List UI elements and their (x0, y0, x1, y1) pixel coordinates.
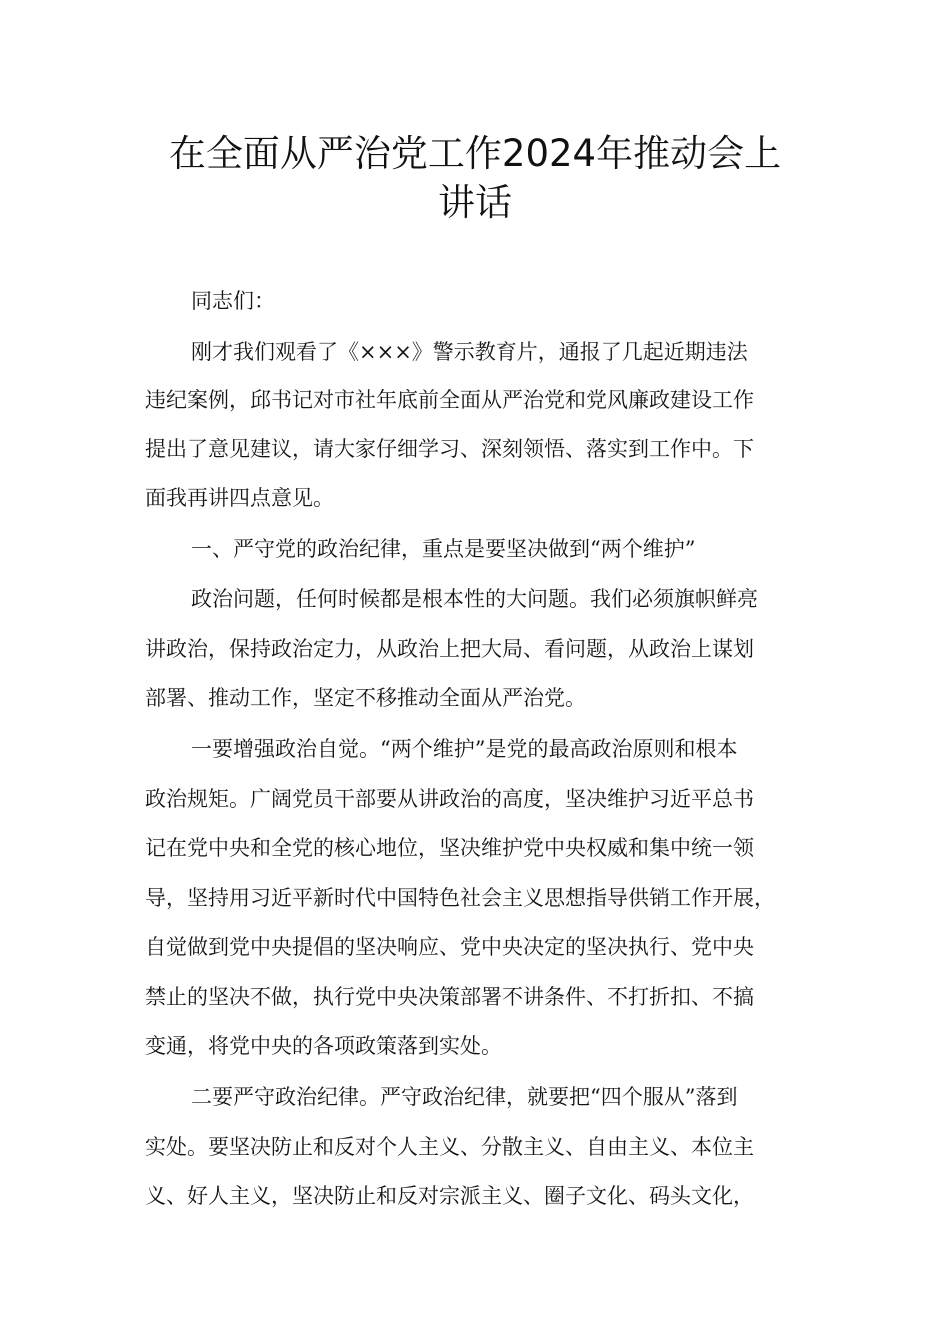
paragraph-line: 刚才我们观看了《×××》警示教育片，通报了几起近期违法 (191, 340, 748, 364)
paragraph-line: 导，坚持用习近平新时代中国特色社会主义思想指导供销工作开展， (145, 886, 775, 910)
paragraph-line: 面我再讲四点意见。 (145, 486, 334, 510)
paragraph-line: 部署、推动工作，坚定不移推动全面从严治党。 (145, 686, 586, 710)
paragraph-line: 义、好人主义，坚决防止和反对宗派主义、圈子文化、码头文化， (145, 1184, 754, 1208)
paragraph-line: 实处。要坚决防止和反对个人主义、分散主义、自由主义、本位主 (145, 1135, 754, 1159)
paragraph-line: 政治规矩。广阔党员干部要从讲政治的高度，坚决维护习近平总书 (145, 787, 754, 811)
paragraph-line: 二要严守政治纪律。严守政治纪律，就要把“四个服从”落到 (191, 1085, 738, 1109)
paragraph-line: 一要增强政治自觉。“两个维护”是党的最高政治原则和根本 (191, 737, 738, 761)
document-title-line-1: 在全面从严治党工作2024年推动会上 (168, 132, 782, 175)
document-title-line-2: 讲话 (438, 181, 512, 224)
paragraph-line: 变通，将党中央的各项政策落到实处。 (145, 1034, 502, 1058)
paragraph-line: 违纪案例，邱书记对市社年底前全面从严治党和党风廉政建设工作 (145, 388, 754, 412)
paragraph-line: 讲政治，保持政治定力，从政治上把大局、看问题，从政治上谋划 (145, 637, 754, 661)
salutation: 同志们： (191, 289, 275, 313)
paragraph-line: 禁止的坚决不做，执行党中央决策部署不讲条件、不打折扣、不搞 (145, 985, 754, 1009)
paragraph-line: 记在党中央和全党的核心地位，坚决维护党中央权威和集中统一领 (145, 836, 754, 860)
paragraph-line: 政治问题，任何时候都是根本性的大问题。我们必须旗帜鲜亮 (191, 587, 758, 611)
paragraph-line: 自觉做到党中央提倡的坚决响应、党中央决定的坚决执行、党中央 (145, 935, 754, 959)
paragraph-line: 提出了意见建议，请大家仔细学习、深刻领悟、落实到工作中。下 (145, 437, 754, 461)
section-heading: 一、严守党的政治纪律，重点是要坚决做到“两个维护” (191, 537, 696, 561)
